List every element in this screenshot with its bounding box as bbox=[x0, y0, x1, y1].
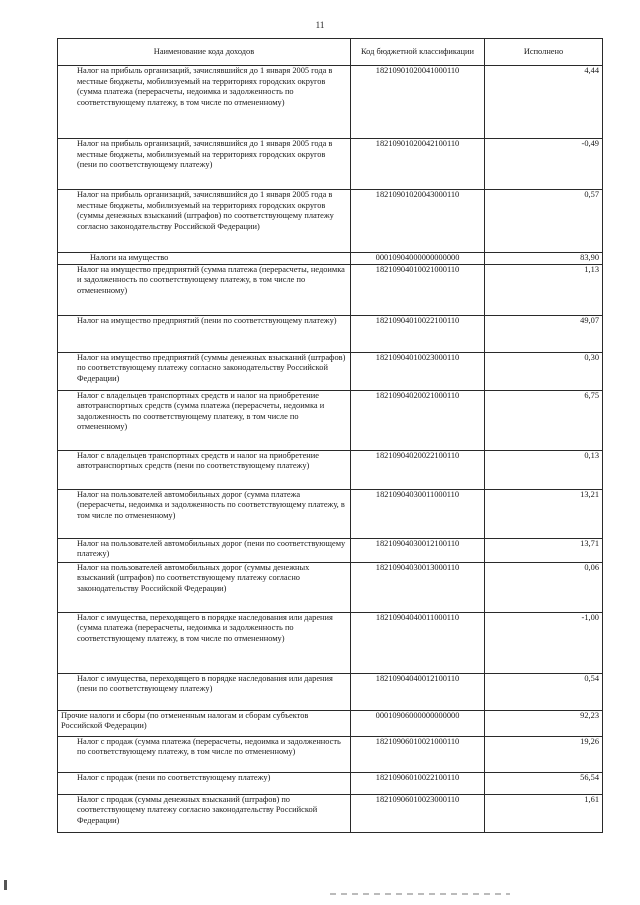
row-code: 18210901020043000110 bbox=[351, 190, 485, 253]
row-code: 18210904010022100110 bbox=[351, 315, 485, 352]
table-row bbox=[58, 390, 603, 450]
row-value: 0,57 bbox=[485, 190, 603, 253]
row-name: Налог с владельцев транспортных средств и налог на приобретение автотранспортных средств (сумма платежа (перерасчеты, недоимка и задолженность по соответствующему платежу, в том числе по отмененному) bbox=[58, 390, 351, 450]
margin-mark bbox=[4, 880, 7, 890]
row-name: Налог с владельцев транспортных средств и налог на приобретение автотранспортных средств (пени по соответствующему платежу) bbox=[58, 450, 351, 489]
table-row bbox=[58, 562, 603, 612]
row-name: Налог на имущество предприятий (пени по соответствующему платежу) bbox=[58, 315, 351, 352]
row-name: Налог на пользователей автомобильных дорог (суммы денежных взысканий (штрафов) по соответствующему платежу согласно законодательству Российской Федерации) bbox=[58, 562, 351, 612]
income-table bbox=[57, 38, 603, 833]
row-value: 0,54 bbox=[485, 673, 603, 710]
row-value: 0,13 bbox=[485, 450, 603, 489]
table-row bbox=[58, 538, 603, 562]
row-name: Налог с продаж (сумма платежа (перерасчеты, недоимка и задолженность по соответствующему платежу, в том числе по отмененному) bbox=[58, 736, 351, 772]
row-name: Налог с имущества, переходящего в порядке наследования или дарения (сумма платежа (перерасчеты, недоимка и задолженность по соответствующему платежу, в том числе по отмененному) bbox=[58, 612, 351, 673]
table-row bbox=[58, 315, 603, 352]
row-code: 18210904030011000110 bbox=[351, 489, 485, 538]
row-value: 1,61 bbox=[485, 794, 603, 832]
row-name: Налог на пользователей автомобильных дорог (пени по соответствующему платежу) bbox=[58, 538, 351, 562]
row-code: 18210901020042100110 bbox=[351, 139, 485, 190]
row-value: 4,44 bbox=[485, 66, 603, 139]
row-value: 0,30 bbox=[485, 352, 603, 390]
row-code: 18210904020021000110 bbox=[351, 390, 485, 450]
row-code: 18210904010021000110 bbox=[351, 264, 485, 315]
row-value: 19,26 bbox=[485, 736, 603, 772]
footer-smudge bbox=[330, 893, 510, 895]
row-code: 18210904020022100110 bbox=[351, 450, 485, 489]
table-row bbox=[58, 190, 603, 253]
row-code: 18210904040012100110 bbox=[351, 673, 485, 710]
header-name: Наименование кода доходов bbox=[58, 39, 351, 66]
header-value: Исполнено bbox=[485, 39, 603, 66]
row-code: 18210904010023000110 bbox=[351, 352, 485, 390]
row-value: -0,49 bbox=[485, 139, 603, 190]
row-name: Прочие налоги и сборы (по отмененным налогам и сборам субъектов Российской Федерации) bbox=[58, 710, 351, 736]
row-value: 56,54 bbox=[485, 772, 603, 794]
row-code: 18210906010021000110 bbox=[351, 736, 485, 772]
header-code: Код бюджетной классификации bbox=[351, 39, 485, 66]
table-row bbox=[58, 352, 603, 390]
table-row bbox=[58, 489, 603, 538]
table-row bbox=[58, 253, 603, 265]
row-name: Налоги на имущество bbox=[58, 253, 351, 265]
row-value: 92,23 bbox=[485, 710, 603, 736]
row-name: Налог на прибыль организаций, зачислявшийся до 1 января 2005 года в местные бюджеты, мобилизуемый на территориях городских округов (сумма платежа (перерасчеты, недоимка и задолженность по соответствующему платежу, в том числе по отмененному) bbox=[58, 66, 351, 139]
table-body bbox=[58, 66, 603, 833]
row-value: 13,71 bbox=[485, 538, 603, 562]
row-value: 0,06 bbox=[485, 562, 603, 612]
row-code: 18210904030012100110 bbox=[351, 538, 485, 562]
row-code: 18210906010022100110 bbox=[351, 772, 485, 794]
row-value: 49,07 bbox=[485, 315, 603, 352]
row-name: Налог с продаж (пени по соответствующему платежу) bbox=[58, 772, 351, 794]
row-name: Налог на имущество предприятий (суммы денежных взысканий (штрафов) по соответствующему платежу согласно законодательству Российской Федерации) bbox=[58, 352, 351, 390]
row-code: 18210906010023000110 bbox=[351, 794, 485, 832]
table-row bbox=[58, 264, 603, 315]
table-row bbox=[58, 673, 603, 710]
row-name: Налог на прибыль организаций, зачислявшийся до 1 января 2005 года в местные бюджеты, мобилизуемый на территориях городских округов (пени по соответствующему платежу) bbox=[58, 139, 351, 190]
row-name: Налог с продаж (суммы денежных взысканий (штрафов) по соответствующему платежу согласно законодательству Российской Федерации) bbox=[58, 794, 351, 832]
row-code: 18210904030013000110 bbox=[351, 562, 485, 612]
row-code: 00010906000000000000 bbox=[351, 710, 485, 736]
row-code: 00010904000000000000 bbox=[351, 253, 485, 265]
table-row bbox=[58, 710, 603, 736]
row-value: 6,75 bbox=[485, 390, 603, 450]
row-name: Налог с имущества, переходящего в порядке наследования или дарения (пени по соответствующему платежу) bbox=[58, 673, 351, 710]
row-name: Налог на прибыль организаций, зачислявшийся до 1 января 2005 года в местные бюджеты, мобилизуемый на территориях городских округов (суммы денежных взысканий (штрафов) по соответствующему платежу согласно законодательству Российской Федерации) bbox=[58, 190, 351, 253]
table-row bbox=[58, 66, 603, 139]
table-header-row bbox=[58, 39, 603, 66]
table-row bbox=[58, 736, 603, 772]
table-row bbox=[58, 772, 603, 794]
row-value: 83,90 bbox=[485, 253, 603, 265]
row-name: Налог на пользователей автомобильных дорог (сумма платежа (перерасчеты, недоимка и задолженность по соответствующему платежу, в том числе по отмененному) bbox=[58, 489, 351, 538]
page-number: 11 bbox=[315, 20, 325, 30]
row-code: 18210901020041000110 bbox=[351, 66, 485, 139]
table-row bbox=[58, 612, 603, 673]
row-value: 13,21 bbox=[485, 489, 603, 538]
row-code: 18210904040011000110 bbox=[351, 612, 485, 673]
table-row bbox=[58, 450, 603, 489]
row-name: Налог на имущество предприятий (сумма платежа (перерасчеты, недоимка и задолженность по соответствующему платежу, в том числе по отмененному) bbox=[58, 264, 351, 315]
row-value: -1,00 bbox=[485, 612, 603, 673]
row-value: 1,13 bbox=[485, 264, 603, 315]
table-row bbox=[58, 794, 603, 832]
table-row bbox=[58, 139, 603, 190]
